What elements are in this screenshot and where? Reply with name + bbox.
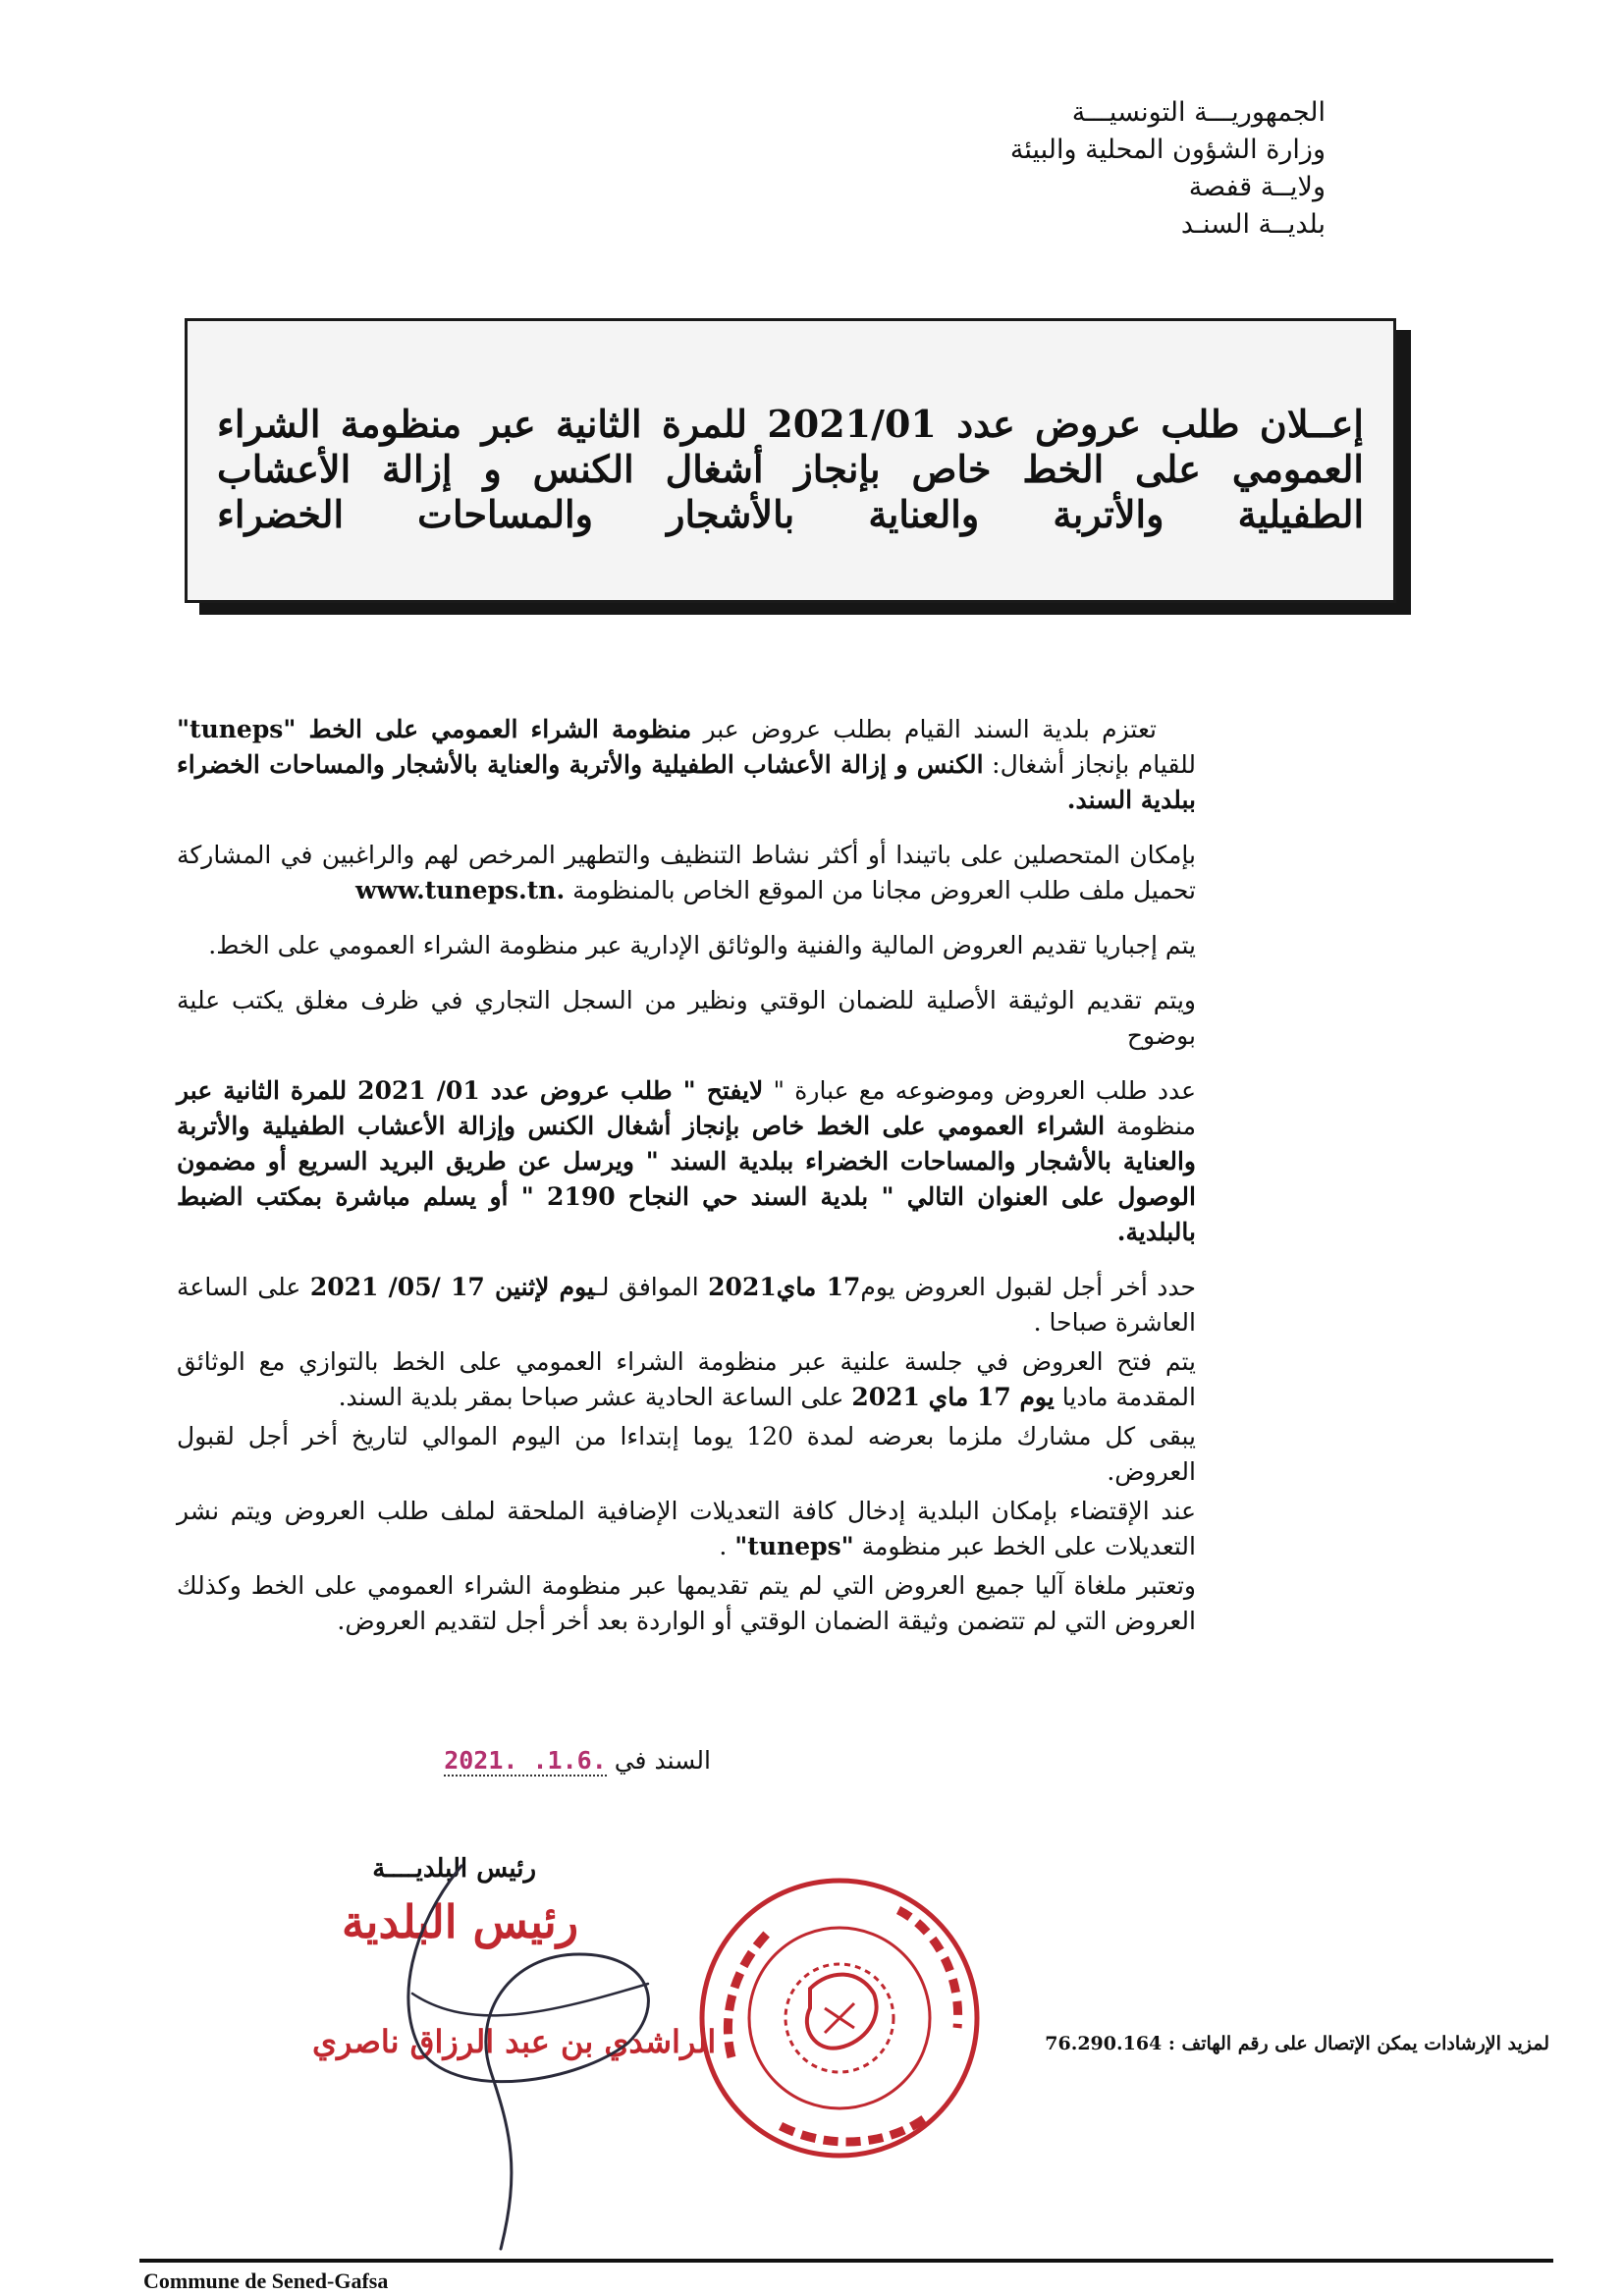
president-name-stamp: الراشدي بن عبد الرزاق ناصري — [312, 2023, 717, 2060]
text-run: بإمكان المتحصلين على باتيندا أو أكثر نشاط التنظيف والتطهير المرخص لهم والراغبين في المشاركة تحميل ملف طلب العروض مجانا من الموقع الخاص بالمنظومة — [177, 841, 1196, 904]
paragraph-guarantee: ويتم تقديم الوثيقة الأصلية للضمان الوقتي ونظير من السجل التجاري في ظرف مغلق يكتب علية بوضوح — [177, 986, 1196, 1050]
text-run: عدد طلب العروض وموضوعه مع عبارة " — [763, 1076, 1196, 1105]
paragraph-amendments — [177, 1494, 1196, 1564]
text-run: تعتزم بلدية السند القيام بطلب عروض عبر — [691, 715, 1157, 743]
letterhead — [776, 94, 1326, 244]
tuneps-name: "tuneps" — [177, 715, 297, 743]
text-run: يتم فتح العروض في جلسة علنية عبر منظومة الشراء العمومي على الخط بالتوازي مع الوثائق المقدمة ماديا — [177, 1347, 1196, 1411]
envelope-address: الشراء العمومي على الخط خاص بإنجاز أشغال الكنس وإزالة الأعشاب الطفيلية والأتربة والعناية بالأشجار والمساحات الخضراء ببلدية السند " ويرسل عن طريق البريد السريع أو مضمون الوصول على العنوان التالي " بلدية السند حي النجاح 2190 " أو يسلم مباشرة بمكتب الضبط بالبلدية. — [177, 1112, 1196, 1246]
letterhead-municipality: بلديــة السنـد — [1180, 209, 1326, 240]
president-title: رئيس البلديــــة — [372, 1854, 536, 1884]
contact-phone: 76.290.164 — [1045, 2033, 1163, 2054]
president-stamp: رئيس البلدية — [342, 1895, 579, 1948]
text-run: للقيام بإنجاز أشغال: — [983, 750, 1196, 779]
title-line-1: إعــلان طلب عروض عدد 2021/01 للمرة الثانية عبر منظومة الشراء — [217, 402, 1364, 446]
handwritten-signature — [353, 1846, 687, 2259]
paragraph-submission: يتم إجباريا تقديم العروض المالية والفنية والوثائق الإدارية عبر منظومة الشراء العمومي على الخط. — [208, 931, 1196, 959]
tuneps-url: www.tuneps.tn. — [354, 876, 566, 904]
contact-line — [1045, 2033, 1549, 2054]
contact-label: لمزيد الإرشادات يمكن الإتصال على رقم الهاتف : — [1162, 2033, 1549, 2054]
paragraph-opening — [177, 1344, 1196, 1415]
text-run: . — [719, 1532, 735, 1560]
deadline-date: 17 ماي2021 — [708, 1273, 861, 1301]
paragraph-envelope — [177, 1073, 1196, 1250]
text-run-bold: منظومة الشراء العمومي على الخط — [296, 715, 692, 743]
footer-commune-name: Commune de Sened-Gafsa — [143, 2269, 389, 2293]
announcement-body — [177, 712, 1196, 1659]
paragraph-validity: يبقى كل مشارك ملزما بعرضه لمدة 120 يوما إبتداءا من اليوم الموالي لتاريخ أخر أجل لقبول العروض. — [177, 1422, 1197, 1486]
text-run: منظومة — [1105, 1112, 1196, 1140]
date-stamp: 2021. .1.6. — [444, 1746, 607, 1775]
title-line-2: العمومي على الخط خاص بإنجاز أشغال الكنس و إزالة الأعشاب — [217, 447, 1364, 491]
text-run: عند الإقتضاء بإمكان البلدية إدخال كافة التعديلات الإضافية الملحقة لملف طلب العروض ويتم نشر التعديلات على الخط عبر منظومة — [177, 1497, 1196, 1560]
municipal-seal — [692, 1871, 987, 2165]
paragraph-intro — [177, 712, 1196, 818]
text-run: على الساعة العاشرة صباحا . — [177, 1273, 1196, 1337]
paragraph-rejection: وتعتبر ملغاة آليا جميع العروض التي لم يتم تقديمها عبر منظومة الشراء العمومي على الخط وكذلك العروض التي لم تتضمن وثيقة الضمان الوقتي أو الواردة بعد أخر أجل لتقديم العروض. — [177, 1571, 1196, 1635]
letterhead-country: الجمهوريـــة التونسيـــة — [1071, 97, 1326, 128]
announcement-title — [217, 402, 1364, 537]
text-run: الموافق لـ — [594, 1273, 709, 1301]
opening-date: يوم 17 ماي 2021 — [851, 1383, 1055, 1411]
text-run: على الساعة الحادية عشر صباحا بمقر بلدية السند. — [338, 1383, 852, 1411]
text-run: حدد أخر أجل لقبول العروض يوم — [860, 1273, 1197, 1301]
paragraph-eligibility — [177, 838, 1196, 908]
date-prefix: السند في — [614, 1746, 711, 1775]
title-box — [185, 318, 1396, 603]
letterhead-ministry: وزارة الشؤون المحلية والبيئة — [1009, 135, 1326, 165]
paragraph-deadline — [177, 1270, 1196, 1340]
letterhead-governorate: ولايــة قفصة — [1188, 172, 1326, 202]
works-description: الكنس و إزالة الأعشاب الطفيلية والأتربة والعناية بالأشجار والمساحات الخضراء ببلدية السند. — [177, 750, 1196, 814]
signature-date — [444, 1746, 711, 1775]
text-run-bold: لايفتح " طلب عروض عدد 01/ 2021 للمرة الثانية عبر — [177, 1076, 764, 1105]
title-line-3: الطفيلية والأتربة والعناية بالأشجار والمساحات الخضراء — [217, 492, 1364, 536]
footer-divider — [139, 2259, 1553, 2263]
deadline-day: يوم لإثنين 17 /05/ 2021 — [309, 1273, 595, 1301]
tuneps-name: "tuneps" — [734, 1532, 854, 1560]
